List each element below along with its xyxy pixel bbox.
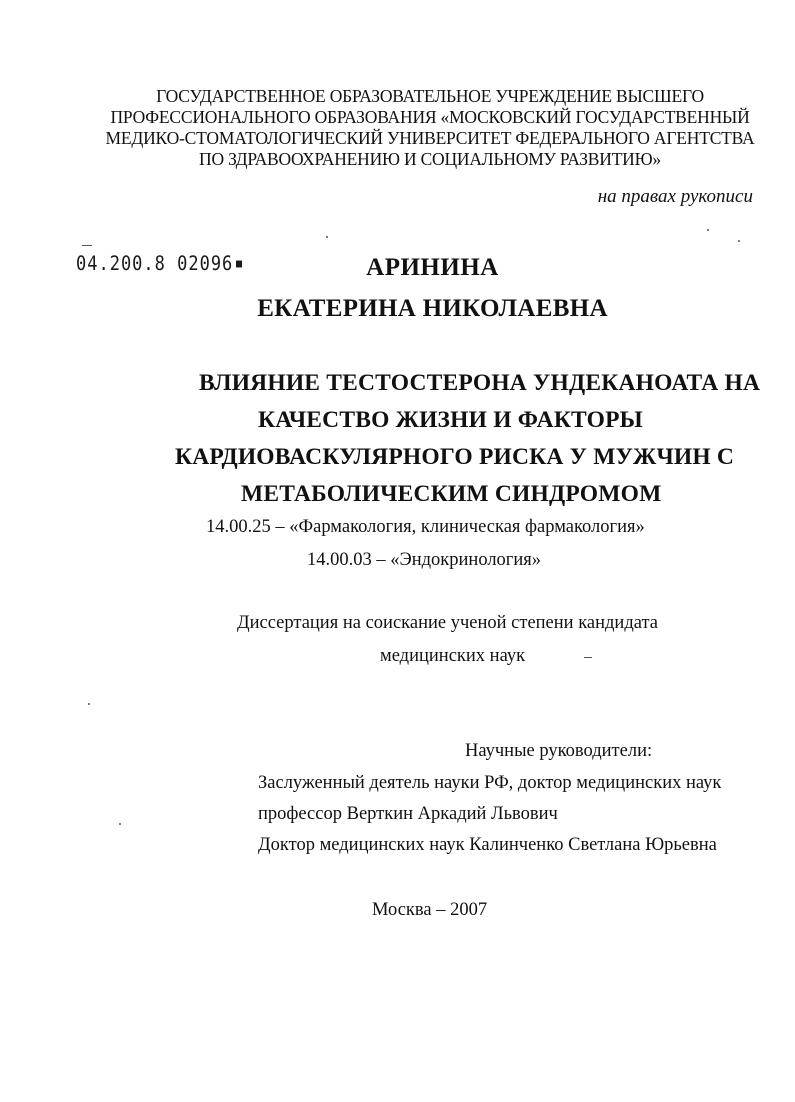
supervisor-line: Заслуженный деятель науки РФ, доктор медицинских наук bbox=[258, 773, 722, 793]
institution-header bbox=[100, 86, 760, 170]
author-surname: АРИНИНА bbox=[366, 254, 499, 281]
institution-line: ГОСУДАРСТВЕННОЕ ОБРАЗОВАТЕЛЬНОЕ УЧРЕЖДЕНИЕ ВЫСШЕГО bbox=[156, 86, 704, 106]
specialty-code: 14.00.03 – «Эндокринология» bbox=[307, 550, 542, 570]
thesis-title-line: КАРДИОВАСКУЛЯРНОГО РИСКА У МУЖЧИН С bbox=[175, 444, 735, 470]
degree-line: медицинских наук bbox=[380, 646, 526, 666]
author-given-names: ЕКАТЕРИНА НИКОЛАЕВНА bbox=[257, 295, 608, 322]
archive-code: 04.200.8 02096 bbox=[76, 252, 234, 276]
place-year: Москва – 2007 bbox=[372, 900, 488, 920]
degree-line: Диссертация на соискание ученой степени кандидата bbox=[237, 613, 658, 633]
specialty-code: 14.00.25 – «Фармакология, клиническая фармакология» bbox=[206, 517, 645, 537]
scan-speck bbox=[88, 703, 90, 705]
scan-speck bbox=[584, 657, 592, 658]
scan-speck bbox=[326, 236, 328, 238]
institution-line: МЕДИКО-СТОМАТОЛОГИЧЕСКИЙ УНИВЕРСИТЕТ ФЕДЕРАЛЬНОГО АГЕНТСТВА bbox=[105, 128, 755, 148]
scan-speck bbox=[738, 240, 740, 242]
supervisors-heading: Научные руководители: bbox=[465, 741, 653, 761]
supervisor-line: профессор Верткин Аркадий Львович bbox=[258, 804, 558, 824]
thesis-title-line: ВЛИЯНИЕ ТЕСТОСТЕРОНА УНДЕКАНОАТА НА bbox=[199, 370, 761, 396]
scan-speck bbox=[119, 823, 121, 825]
thesis-title-line: КАЧЕСТВО ЖИЗНИ И ФАКТОРЫ bbox=[258, 407, 643, 433]
institution-line: ПРОФЕССИОНАЛЬНОГО ОБРАЗОВАНИЯ «МОСКОВСКИЙ ГОСУДАРСТВЕННЫЙ bbox=[110, 107, 750, 127]
supervisor-line: Доктор медицинских наук Калинченко Светлана Юрьевна bbox=[258, 835, 717, 855]
scan-speck bbox=[707, 229, 709, 231]
scan-speck bbox=[82, 245, 92, 246]
thesis-title-line: МЕТАБОЛИЧЕСКИМ СИНДРОМОМ bbox=[241, 481, 662, 507]
institution-line: ПО ЗДРАВООХРАНЕНИЮ И СОЦИАЛЬНОМУ РАЗВИТИЮ» bbox=[199, 149, 661, 169]
manuscript-note: на правах рукописи bbox=[597, 186, 753, 207]
